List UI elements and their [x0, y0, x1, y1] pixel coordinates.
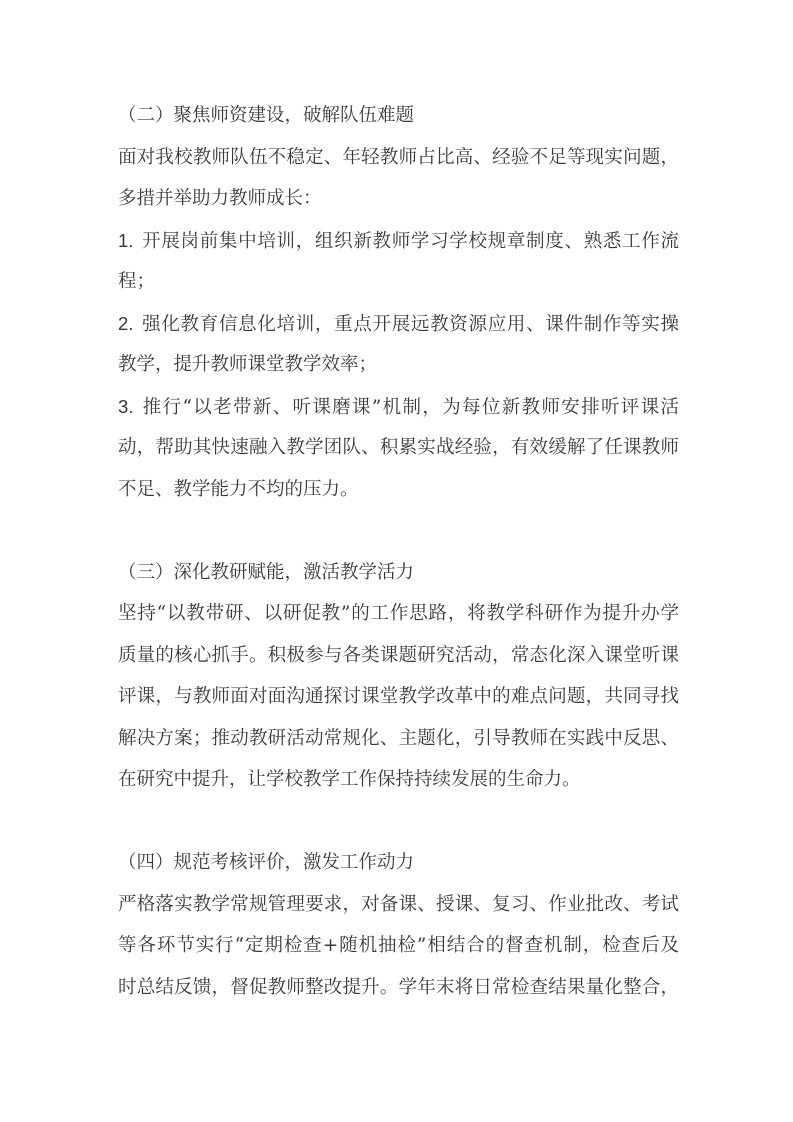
list-item-text: 推行“以老带新、听课磨课”机制，为每位新教师安排听评课活 [141, 396, 679, 418]
paragraph-line: 多措并举助力教师成长： [118, 188, 322, 209]
paragraph-line: 解决方案；推动教研活动常规化、主题化，引导教师在实践中反思、 [118, 727, 679, 749]
paragraph-line: 面对我校教师队伍不稳定、年轻教师占比高、经验不足等现实问题， [118, 146, 679, 168]
section-heading: （四）规范考核评价，激发工作动力 [118, 852, 415, 873]
section-gap [118, 510, 679, 552]
section-gap [118, 801, 679, 843]
paragraph-line: 严格落实教学常规管理要求，对备课、授课、复习、作业批改、考试 [118, 893, 679, 915]
list-item-line [118, 220, 679, 262]
paragraph-line: 时总结反馈，督促教师整改提升。学年末将日常检查结果量化整合， [118, 976, 679, 998]
paragraph-line: 评课，与教师面对面沟通探讨课堂教学改革中的难点问题，共同寻找 [118, 686, 679, 707]
list-marker: 1. [118, 229, 134, 251]
section-heading: （二）聚焦师资建设，破解队伍难题 [118, 105, 415, 126]
list-item-line [118, 303, 679, 345]
document-content [118, 95, 679, 1008]
list-marker: 2. [118, 312, 134, 334]
list-item-line: 动，帮助其快速融入教学团队、积累实战经验，有效缓解了任课教师 [118, 437, 679, 458]
paragraph-line: 在研究中提升，让学校教学工作保持持续发展的生命力。 [118, 769, 581, 790]
paragraph-line: 坚持“以教带研、以研促教”的工作思路，将教学科研作为提升办学 [118, 603, 679, 624]
list-item-line: 程； [118, 271, 156, 292]
list-item-line: 不足、教学能力不均的压力。 [118, 478, 359, 500]
list-marker: 3. [118, 395, 134, 417]
paragraph-line: 等各环节实行“定期检查+随机抽检”相结合的督查机制，检查后及 [118, 935, 679, 956]
list-item-text: 强化教育信息化培训，重点开展远教资源应用、课件制作等实操 [141, 313, 679, 335]
section-heading: （三）深化教研赋能，激活教学活力 [118, 561, 415, 583]
list-item-line [118, 386, 679, 428]
paragraph-line: 质量的核心抓手。积极参与各类课题研究活动，常态化深入课堂听课 [118, 644, 679, 666]
list-item-line: 教学，提升教师课堂教学效率； [118, 354, 378, 375]
list-item-text: 开展岗前集中培训，组织新教师学习学校规章制度、熟悉工作流 [141, 230, 679, 252]
